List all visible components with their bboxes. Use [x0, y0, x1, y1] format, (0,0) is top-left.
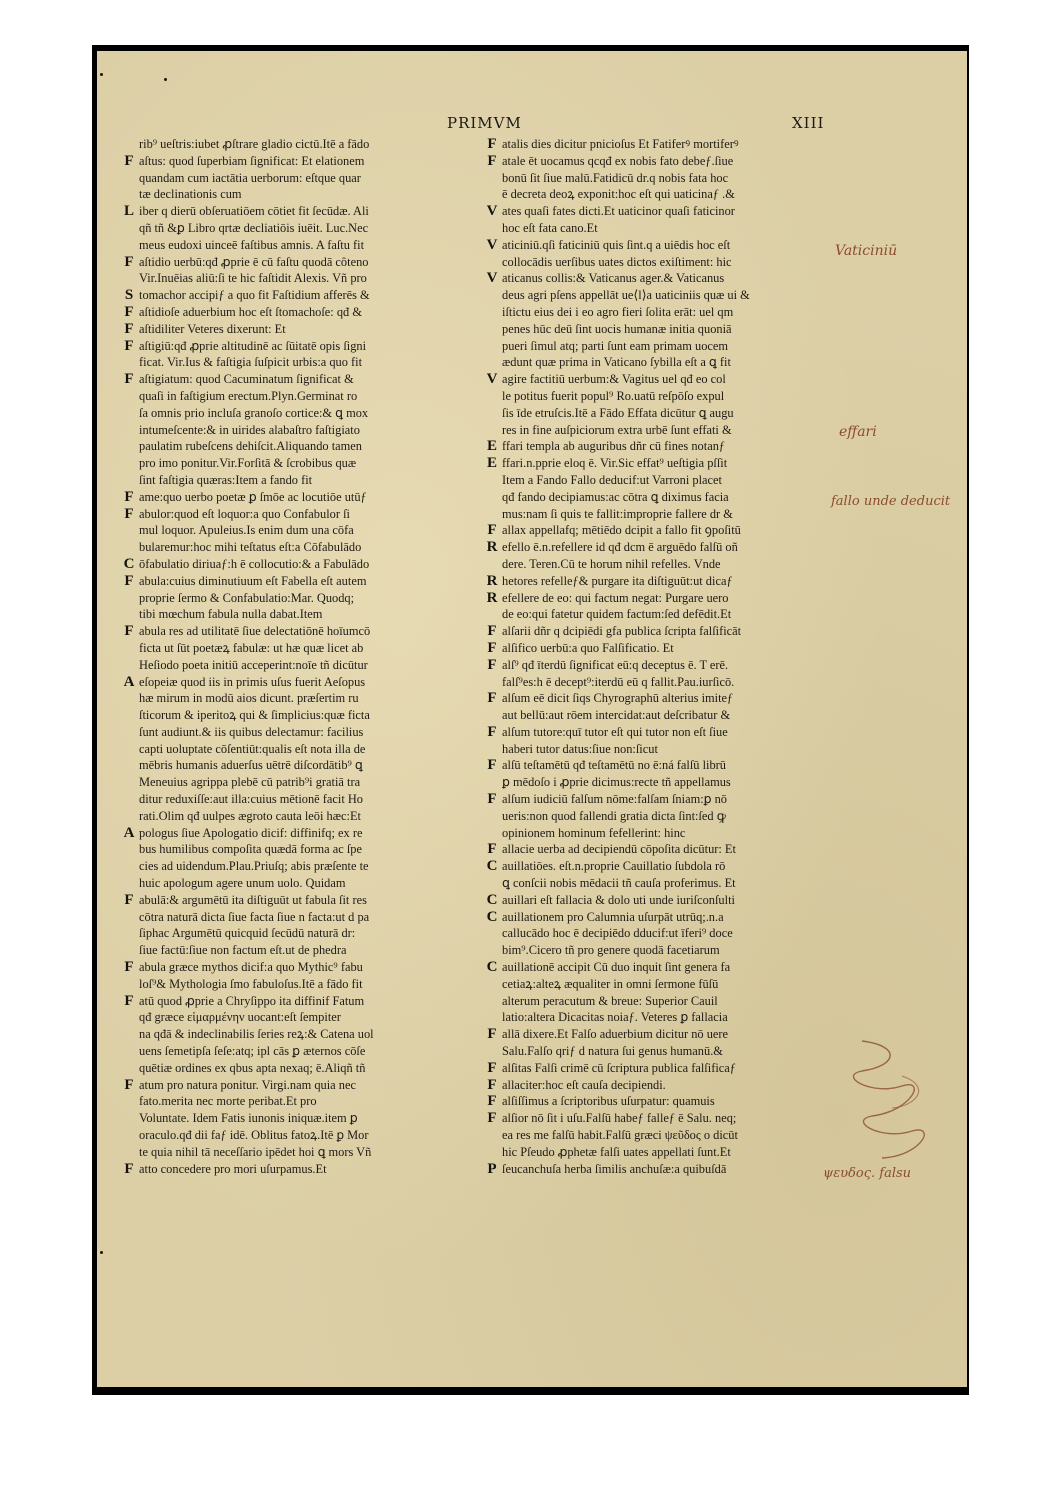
entry-initial: F	[124, 891, 134, 908]
text-line: ſis īde etruſcis.Itē a Fādo Effata dicūtur ꝗ augu	[502, 405, 734, 420]
text-line: agire factitiū uerbum:& Vagitus uel qđ eo col	[502, 372, 726, 387]
entry-initial: F	[487, 623, 497, 640]
dictionary-entry	[119, 489, 511, 506]
text-line: efellere de eo: qui factum negat: Purgare uero	[502, 590, 729, 605]
text-line: ſeucanchuſa herba ſimilis anchuſæ:a quibuſdā	[502, 1161, 727, 1176]
text-line: ffari.n.pprie eloq ē. Vir.Sic effat⁹ ueſtigia pſſit	[502, 456, 728, 471]
text-line: atū quod ꝓprie a Chryſippo ita diffinif Fatum	[139, 993, 365, 1008]
text-line: alſum eē dicit ſiqs Chyrographū alterius imiteƒ	[502, 691, 734, 706]
entry-initial: F	[487, 522, 497, 539]
dictionary-entry	[119, 153, 511, 203]
entry-text	[139, 287, 511, 304]
text-line: efello ē.n.refellere id qđ dcm ē arguēdo falſū oñ	[502, 540, 738, 555]
text-line: aſtigiū:qđ ꝓprie altitudinē ac ſūitatē opis ſigni	[139, 338, 367, 353]
text-line: bonū ſit ſiue malū.Fatidicū dr.q nobis fata hoc	[502, 170, 729, 185]
entry-initial: C	[486, 959, 498, 976]
entry-text	[139, 321, 511, 338]
text-line: tæ declinationis cum	[139, 187, 242, 202]
entry-initial: A	[123, 824, 135, 841]
entry-initial: A	[123, 673, 135, 690]
text-line: pro imo ponitur.Vir.Forſitā & ſcrobibus quæ	[139, 456, 357, 471]
entry-initial: F	[487, 723, 497, 740]
text-line: ueris:non quod fallendi gratia dicta ſint:ſed ꝙ	[502, 808, 727, 823]
scan-frame	[92, 45, 969, 1395]
text-line: rati.Olim qđ uulpes ægroto cauta leōi hæc:Et	[139, 808, 361, 823]
text-line: allax appellafq; mētiēdo dcipit a fallo fit ꝯpoſitū	[502, 523, 741, 538]
dictionary-entry	[482, 1110, 887, 1160]
entry-text	[139, 892, 511, 959]
entry-text	[139, 623, 511, 673]
marginal-note-pseudos: ψευδος. falsu	[823, 1166, 912, 1181]
entry-initial: F	[487, 1093, 497, 1110]
text-line: dere. Teren.Cū te horum nihil refelles. Vnde	[502, 556, 721, 571]
text-line: mus:nam ſi quis te fallit:improprie fallere dr &	[502, 506, 733, 521]
text-line: callucādo hoc ē decipiēdo dducif:ut īferi⁹ doce	[502, 926, 733, 941]
text-line: quaſi in faſtigium erectum.Plyn.Germinat ro	[139, 388, 358, 403]
entry-text	[502, 1026, 887, 1060]
dictionary-entry	[119, 959, 511, 993]
entry-initial: L	[123, 203, 134, 220]
dictionary-entry	[119, 825, 511, 892]
dictionary-entry	[119, 1077, 511, 1161]
text-line: eſopeiæ quod iis in primis uſus fuerit Aeſopus	[139, 674, 366, 689]
text-line: aſtus: quod ſuperbiam ſignificat: Et elationem	[139, 153, 365, 168]
dictionary-entry	[482, 455, 887, 522]
entry-initial: F	[124, 1076, 134, 1093]
text-line: abula res ad utilitatē ſiue delectatiōnē hoīumcō	[139, 624, 371, 639]
entry-initial: F	[124, 1160, 134, 1177]
entry-initial: E	[486, 438, 497, 455]
marginal-note-vaticinium: Vaticiniū	[835, 243, 898, 259]
text-line: mēbris humanis aduerſus uētrē diſcordātib⁹ ꝗ	[139, 758, 363, 773]
text-line: auillari eſt fallacia & dolo uti unde iuriſconſulti	[502, 892, 735, 907]
text-line: alſum iudiciū falſum nōme:falſam ſniam:ꝑ nō	[502, 792, 727, 807]
text-line: Vir.Inuēias aliū:ſi te hic faſtidit Alexis. Vñ pro	[139, 271, 367, 286]
text-line: aticanus collis:& Vaticanus ager.& Vaticanus	[502, 271, 725, 286]
text-line: abulā:& argumētū ita diſtiguūt ut fabula ſit res	[139, 892, 367, 907]
text-line: ꝗ conſcii nobis mēdacii tñ cauſa proferimus. Et	[502, 876, 736, 891]
entry-text	[502, 371, 887, 438]
dictionary-entry	[119, 371, 511, 489]
entry-text	[139, 959, 511, 993]
text-line: atale ēt uocamus qcqđ ex nobis fato debeƒ.ſiue	[502, 153, 734, 168]
text-line: aſtidiliter Veteres dixerunt: Et	[139, 321, 286, 336]
entry-text	[139, 254, 511, 288]
entry-initial: V	[486, 236, 498, 253]
text-line: ame:quo uerbo poetæ ꝑ ſmōe ac locutiōe utūƒ	[139, 489, 367, 504]
entry-initial: F	[487, 791, 497, 808]
entry-initial: S	[124, 287, 134, 304]
entry-initial: V	[486, 371, 498, 388]
text-line: quētiæ ordines ex qbus apta nexaq; ē.Aliqñ tñ	[139, 1060, 366, 1075]
dictionary-entry	[482, 539, 887, 573]
dictionary-entry	[482, 690, 887, 724]
book-page	[97, 51, 967, 1387]
text-line: ditur reduxiſſe:aut illa:cuius mētionē facit Ho	[139, 792, 363, 807]
text-line: ſiphac Argumētū quicquid ſecūdū naturā dr:	[139, 926, 356, 941]
text-line: oraculo.qđ dii faƒ idē. Oblitus fatoꝝ.Itē ꝑ Mor	[139, 1128, 369, 1143]
entry-initial: P	[487, 1160, 497, 1177]
text-line: alſarii dñr q dcipiēdi gfa publica ſcripta falſificāt	[502, 624, 742, 639]
text-line: iber q dierū obſeruatiōem cōtiet fit ſecūdæ. Ali	[139, 204, 369, 219]
entry-initial: F	[487, 690, 497, 707]
marginal-flourish	[842, 1036, 952, 1166]
entry-text	[502, 573, 887, 590]
entry-text	[502, 455, 887, 522]
entry-text	[139, 371, 511, 489]
entry-initial: F	[487, 1059, 497, 1076]
entry-text	[139, 136, 511, 153]
text-line: ea res me falſū habit.Falſū græci ψεῦδος o dicūt	[502, 1128, 738, 1143]
dictionary-entry	[482, 724, 887, 758]
dictionary-entry	[119, 136, 511, 153]
entry-initial: F	[487, 639, 497, 656]
entry-text	[139, 338, 511, 372]
text-line: Salu.Falſo qriƒ d natura ſui genus humanū.&	[502, 1044, 723, 1059]
dictionary-entry	[482, 640, 887, 657]
text-line: Voluntate. Idem Fatis iunonis iniquæ.item ꝑ	[139, 1111, 358, 1126]
text-line: iſtictu eius dei i eo agro fieri ſolita erāt: uel qm	[502, 304, 734, 319]
text-line: auillationē accipit Cū duo inquit ſint genera fa	[502, 960, 731, 975]
entry-text	[502, 522, 887, 539]
entry-text	[502, 539, 887, 573]
text-line: te quia nihil tā neceſſario ipēdet hoi ꝗ mors Vñ	[139, 1144, 372, 1159]
text-line: fato.merita nec morte peribat.Et pro	[139, 1094, 317, 1109]
entry-text	[502, 237, 887, 271]
entry-initial: F	[124, 959, 134, 976]
text-line: hic Pſeudo ꝓphetæ falſi uates appellati ſunt.Et	[502, 1144, 731, 1159]
entry-text	[139, 203, 511, 253]
text-line: qñ tñ &ꝑ Libro qrtæ decliatiōis iuēit. Luc.Nec	[139, 220, 369, 235]
text-line: qđ fando decipiamus:ac cōtra ꝗ diximus facia	[502, 489, 729, 504]
dictionary-entry	[482, 1026, 887, 1060]
text-line: auillationem pro Calumnia uſurpāt utrūq;.n.a	[502, 909, 724, 924]
text-line: ſticorum & iperitoꝝ qui & ſimplicius:quæ ficta	[139, 708, 370, 723]
dictionary-entry	[119, 674, 511, 825]
dictionary-entry	[482, 136, 887, 153]
dictionary-entry	[482, 237, 887, 271]
text-line: paulatim rubeſcens dehiſcit.Aliquando tamen	[139, 439, 362, 454]
text-line: alſifico uerbū:a quo Falſificatio. Et	[502, 640, 674, 655]
dictionary-entry	[482, 959, 887, 1026]
text-line: Heſiodo poeta initiū acceperint:noīe tñ dicūtur	[139, 657, 368, 672]
ink-speck	[100, 73, 103, 76]
text-line: latio:altera Dicacitas noiaƒ. Veteres ꝑ fallacia	[502, 1010, 728, 1025]
text-line: le potitus fuerit popul⁹ Ro.uatū reſpōſo expul	[502, 388, 725, 403]
dictionary-entry	[119, 573, 511, 623]
text-line: Item a Fando Fallo deducif:ut Varroni placet	[502, 472, 722, 487]
text-line: atum pro natura ponitur. Virgi.nam quia nec	[139, 1077, 356, 1092]
entry-text	[139, 304, 511, 321]
dictionary-entry	[482, 522, 887, 539]
ink-speck	[100, 1251, 103, 1254]
entry-initial: C	[486, 858, 498, 875]
entry-initial: F	[124, 371, 134, 388]
text-line: qđ græce εἱμαρμένην uocant:eſt ſempiter	[139, 1010, 341, 1025]
text-line: alſitas Falſi crimē cū ſcriptura publica falſificaƒ	[502, 1060, 736, 1075]
text-line: aſtidio uerbū:qđ ꝓprie ē cū faſtu quodā côteno	[139, 254, 369, 269]
text-line: alterum peracutum & breue: Superior Cauil	[502, 993, 718, 1008]
text-line: proprie ſermo & Confabulatio:Mar. Quodq;	[139, 590, 355, 605]
text-line: abula:cuius diminutiuum eſt Fabella eſt autem	[139, 573, 367, 588]
text-line: ſa omnis prio incluſa granoſo cortice:& ꝗ mox	[139, 405, 369, 420]
text-line: aticiniū.qſi faticiniū quis ſint.q a uiēdis hoc eſt	[502, 237, 731, 252]
entry-text	[502, 153, 887, 203]
text-line: tomachor accipiƒ a quo fit Faſtidium afferēs &	[139, 288, 370, 303]
dictionary-entry	[119, 1161, 511, 1178]
text-line: quandam cum iactātia uerborum: eſtque quar	[139, 170, 361, 185]
dictionary-entry	[482, 270, 887, 371]
entry-initial: F	[487, 1076, 497, 1093]
text-line: ates quaſi fates dicti.Et uaticinor quaſi faticinor	[502, 204, 735, 219]
dictionary-entry	[482, 909, 887, 959]
text-line: hoc eſt fata cano.Et	[502, 220, 598, 235]
dictionary-entry	[482, 203, 887, 237]
entry-text	[139, 489, 511, 506]
entry-text	[502, 1093, 887, 1110]
entry-initial: F	[124, 303, 134, 320]
text-line: cetiaꝝ:alteꝝ æqualiter in omni ſermone fūſū	[502, 976, 719, 991]
entry-initial: F	[487, 757, 497, 774]
text-line: alſiſſimus a ſcriptoribus uſurpatur: quamuis	[502, 1094, 715, 1109]
entry-text	[502, 1077, 887, 1094]
entry-initial: R	[486, 539, 498, 556]
dictionary-entry	[482, 791, 887, 841]
text-line: pueri ſimul atq; parti ſunt eam primam uocem	[502, 338, 729, 353]
text-line: ficta ut ſūt poetæꝝ fabulæ: ut hæ quæ licet ab	[139, 640, 364, 655]
entry-text	[139, 573, 511, 623]
entry-text	[502, 757, 887, 791]
entry-initial: F	[487, 136, 497, 152]
entry-text	[502, 203, 887, 237]
dictionary-entry	[482, 371, 887, 438]
text-line: allā dixere.Et Falſo aduerbium dicitur nō uere	[502, 1027, 729, 1042]
entry-initial: F	[124, 253, 134, 270]
dictionary-entry	[482, 892, 887, 909]
text-line: collocādis uerſibus uates dictos exiſtiment: hic	[502, 254, 732, 269]
dictionary-entry	[482, 590, 887, 624]
entry-initial: F	[124, 623, 134, 640]
entry-text	[139, 674, 511, 825]
dictionary-entry	[119, 203, 511, 253]
entry-text	[139, 556, 511, 573]
text-line: loſ⁹& Mythologia ſmo fabuloſus.Itē a fādo fit	[139, 976, 363, 991]
marginal-note-fallo: fallo unde deducit	[831, 494, 951, 509]
text-line: meus eudoxi uinceē faſtibus amnis. A faſtu fit	[139, 237, 365, 252]
text-line: na qđā & indeclinabilis ſeries reꝝ:& Catena uol	[139, 1027, 374, 1042]
entry-text	[502, 909, 887, 959]
text-line: mul loquor. Apuleius.Is enim dum una cōfa	[139, 523, 354, 538]
right-column	[482, 136, 887, 1177]
entry-text	[139, 1161, 511, 1178]
dictionary-entry	[482, 438, 887, 455]
text-line: atto concedere pro mori uſurpamus.Et	[139, 1161, 327, 1176]
entry-initial: F	[124, 992, 134, 1009]
dictionary-entry	[482, 623, 887, 640]
text-line: res in fine auſpiciorum extra urbē ſunt effati &	[502, 422, 732, 437]
entry-initial: F	[124, 572, 134, 589]
entry-initial: C	[123, 555, 135, 572]
text-line: ſunt audiunt.& iis quibus delectamur: facilius	[139, 724, 364, 739]
entry-text	[502, 841, 887, 858]
entry-text	[139, 506, 511, 556]
dictionary-entry	[482, 573, 887, 590]
text-line: auillatiōes. eſt.n.proprie Cauillatio ſubdola rō	[502, 859, 726, 874]
dictionary-entry	[119, 321, 511, 338]
text-line: allacie uerba ad decipiendū cōpoſita dicūtur: Et	[502, 842, 736, 857]
entry-text	[502, 690, 887, 724]
text-line: intumeſcente:& in uirides alabaſtro faſtigiato	[139, 422, 360, 437]
text-line: penes hūc deū ſint uocis humanæ initia quoniā	[502, 321, 732, 336]
text-line: cōtra naturā dicta ſiue facta ſiue n facta:ut d pa	[139, 909, 370, 924]
entry-text	[502, 623, 887, 640]
text-line: bularemur:hoc mihi teſtatus eſt:a Cōfabulādo	[139, 540, 362, 555]
entry-text	[502, 657, 887, 691]
text-line: bus humilibus compoſita quædā forma ac ſpe	[139, 842, 362, 857]
entry-initial: F	[487, 1026, 497, 1043]
entry-text	[139, 1077, 511, 1161]
dictionary-entry	[119, 556, 511, 573]
entry-text	[139, 825, 511, 892]
entry-initial: F	[487, 656, 497, 673]
text-line: bim⁹.Cicero tñ pro genere quodā facetiarum	[502, 943, 720, 958]
text-line: ꝑ mēdoſo i ꝓprie dicimus:recte tñ appellamus	[502, 775, 731, 790]
dictionary-entry	[119, 254, 511, 288]
dictionary-entry	[482, 1093, 887, 1110]
dictionary-entry	[482, 657, 887, 691]
text-line: ficat. Vir.Ius & faſtigia ſuſpicit urbis:a quo fit	[139, 355, 363, 370]
dictionary-entry	[482, 1060, 887, 1077]
entry-initial: F	[124, 505, 134, 522]
text-line: de eo:qui fatetur quidem factum:ſed defēdit.Et	[502, 607, 732, 622]
entry-text	[502, 1110, 887, 1160]
text-line: hæ mirum in modū aios dicunt. præſertim ru	[139, 691, 359, 706]
text-line: rib⁹ ueſtris:iubet ꝓſtrare gladio cictū.Itē a fādo	[139, 137, 370, 151]
entry-initial: F	[124, 337, 134, 354]
text-line: falſ⁹es:h ē decept⁹:iterdū eū q fallit.Pau.iurſicō.	[502, 674, 735, 689]
text-line: allaciter:hoc eſt cauſa decipiendi.	[502, 1077, 666, 1092]
left-column	[119, 136, 511, 1177]
entry-text	[502, 791, 887, 841]
entry-initial: R	[486, 572, 498, 589]
entry-text	[502, 136, 887, 153]
entry-text	[139, 993, 511, 1077]
entry-initial: F	[487, 841, 497, 858]
text-line: pologus ſiue Apologatio dicif: diffinifq; ex re	[139, 825, 363, 840]
text-line: alſū teſtamētū qđ teſtamētū no ē:ná falſū librū	[502, 758, 726, 773]
text-line: deus agri pſens appellāt ue⟨l⟩a uaticiniis quæ ui &	[502, 288, 750, 303]
entry-initial: C	[486, 891, 498, 908]
entry-initial: F	[124, 488, 134, 505]
text-line: ædunt quæ prima in Vaticano ſybilla eſt a ꝗ fit	[502, 355, 731, 370]
entry-initial: V	[486, 270, 498, 287]
text-line: ſiue factū:ſiue non factum eſt.ut de phedra	[139, 943, 347, 958]
text-line: alſ⁹ qđ īterdū ſignificat eū:q deceptus ē. T erē.	[502, 657, 729, 672]
text-line: huic apologum agere unum uolo. Quidam	[139, 876, 346, 891]
text-line: hetores refelleƒ& purgare ita diſtiguūt:ut dicaƒ	[502, 573, 733, 588]
entry-text	[502, 959, 887, 1026]
entry-text	[502, 1060, 887, 1077]
entry-text	[502, 640, 887, 657]
dictionary-entry	[482, 841, 887, 858]
dictionary-entry	[119, 623, 511, 673]
text-line: ſint faſtigia quæras:Item a fando fit	[139, 472, 313, 487]
entry-initial: R	[486, 589, 498, 606]
entry-text	[502, 438, 887, 455]
text-line: cies ad uidendum.Plau.Priuſq; abis præſente te	[139, 859, 369, 874]
text-line: haberi tutor datus:ſiue non:ſicut	[502, 741, 658, 756]
entry-text	[502, 270, 887, 371]
text-line: aſtidioſe aduerbium hoc eſt ſtomachoſe: qđ &	[139, 304, 362, 319]
dictionary-entry	[119, 304, 511, 321]
text-line: ffari templa ab auguribus dñr cū fines notanƒ	[502, 439, 726, 454]
ink-speck	[164, 78, 167, 81]
entry-text	[502, 590, 887, 624]
dictionary-entry	[482, 757, 887, 791]
entry-initial: F	[124, 320, 134, 337]
entry-initial: F	[124, 152, 134, 169]
text-line: abulor:quod eſt loquor:a quo Confabulor ſi	[139, 506, 350, 521]
text-line: opinionem hominum fefellerint: hinc	[502, 825, 686, 840]
entry-text	[502, 724, 887, 758]
folio-number: XIII	[792, 114, 825, 132]
text-line: tibi mœchum fabula nulla dabat.Item	[139, 607, 323, 622]
dictionary-entry	[119, 506, 511, 556]
entry-initial: V	[486, 203, 498, 220]
text-line: Meneuius agrippa plebē cū patrib⁹i gratiā tra	[139, 775, 361, 790]
text-line: uens ſemetipſa ſeſe:atq; ipl cās ꝑ æternos cōſe	[139, 1044, 366, 1059]
marginal-note-effari: effari	[839, 424, 877, 440]
entry-initial: E	[486, 455, 497, 472]
entry-text	[502, 892, 887, 909]
dictionary-entry	[119, 287, 511, 304]
text-line: capti uoluptate cōſentiūt:qualis eſt nota illa de	[139, 741, 366, 756]
text-line: abula græce mythos dicif:a quo Mythic⁹ fabu	[139, 960, 363, 975]
text-line: alſior nō ſit i uſu.Falſū habeƒ falleƒ ē Salu. neq;	[502, 1111, 737, 1126]
entry-initial: C	[486, 908, 498, 925]
text-line: aſtigiatum: quod Cacuminatum ſignificat &	[139, 372, 354, 387]
entry-text	[502, 858, 887, 892]
dictionary-entry	[482, 1077, 887, 1094]
running-title: PRIMVM	[447, 114, 522, 132]
dictionary-entry	[482, 858, 887, 892]
dictionary-entry	[119, 993, 511, 1077]
text-line: aut bellū:aut rōem intercidat:aut deſcribatur &	[502, 708, 731, 723]
dictionary-entry	[119, 338, 511, 372]
text-line: alſum tutore:quī tutor eſt qui tutor non eſt ſiue	[502, 724, 728, 739]
text-line: atalis dies dicitur pnicioſus Et Fatiferꝰ mortiferꝰ	[502, 137, 739, 151]
dictionary-entry	[482, 153, 887, 203]
entry-initial: F	[487, 1110, 497, 1127]
entry-initial: F	[487, 152, 497, 169]
entry-text	[139, 153, 511, 203]
text-line: ōfabulatio diriuaƒ:h ē collocutio:& a Fabulādo	[139, 556, 370, 571]
text-line: ē decreta deoꝝ exponit:hoc eſt qui uaticinaƒ .&	[502, 187, 735, 202]
dictionary-entry	[119, 892, 511, 959]
